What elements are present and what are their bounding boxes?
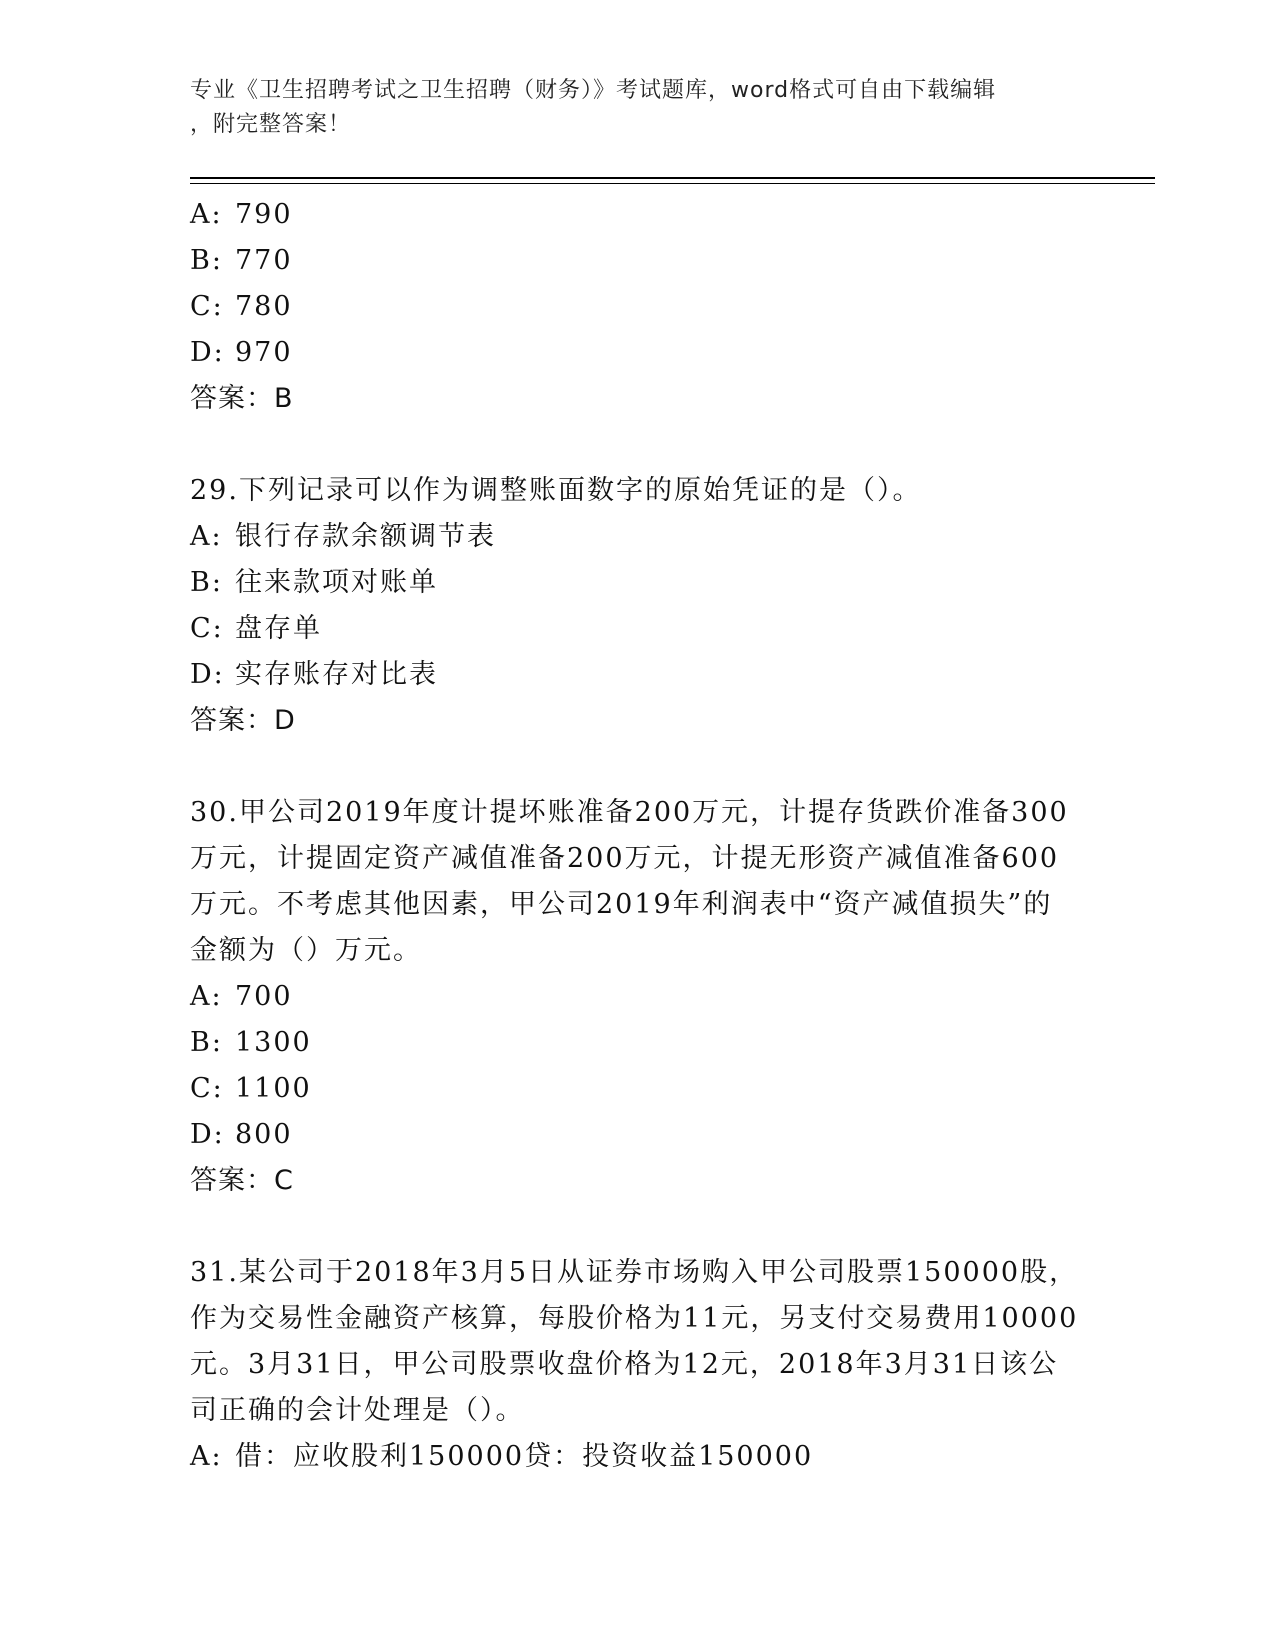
stem-line: 31.某公司于2018年3月5日从证券市场购入甲公司股票150000股， xyxy=(190,1257,1079,1288)
option-label: D: xyxy=(190,337,225,368)
option-text: 1300 xyxy=(235,1027,312,1058)
question-stem xyxy=(190,790,1070,974)
option-label: C: xyxy=(190,291,224,322)
spacer xyxy=(190,744,1090,790)
answer-line: 答案：C xyxy=(190,1165,294,1196)
option-c xyxy=(190,1066,1090,1112)
option-a xyxy=(190,974,1090,1020)
option-label: A: xyxy=(190,981,223,1012)
stem-line: 金额为（）万元。 xyxy=(190,935,422,966)
header-divider-thin xyxy=(190,183,1155,184)
option-label: B: xyxy=(190,1027,223,1058)
option-b xyxy=(190,238,1090,284)
option-d xyxy=(190,652,1090,698)
option-text: 970 xyxy=(235,337,293,368)
option-text: 借：应收股利150000贷：投资收益150000 xyxy=(235,1441,814,1472)
option-text: 780 xyxy=(235,291,293,322)
stem-line: 30.甲公司2019年度计提坏账准备200万元，计提存货跌价准备300 xyxy=(190,797,1069,828)
option-text: 770 xyxy=(235,245,293,276)
option-text: 800 xyxy=(235,1119,293,1150)
option-c xyxy=(190,606,1090,652)
answer-line: 答案：D xyxy=(190,705,296,736)
option-text: 银行存款余额调节表 xyxy=(235,521,496,552)
question-28 xyxy=(190,192,1090,422)
option-c xyxy=(190,284,1090,330)
option-text: 1100 xyxy=(235,1073,312,1104)
option-label: C: xyxy=(190,613,224,644)
option-d xyxy=(190,330,1090,376)
option-label: A: xyxy=(190,521,223,552)
option-text: 往来款项对账单 xyxy=(235,567,438,598)
option-label: A: xyxy=(190,199,223,230)
option-a xyxy=(190,192,1090,238)
spacer xyxy=(190,422,1090,468)
question-30 xyxy=(190,790,1090,1204)
option-a xyxy=(190,1434,1090,1480)
option-text: 700 xyxy=(235,981,293,1012)
option-b xyxy=(190,1020,1090,1066)
question-stem xyxy=(190,1250,1079,1434)
question-31 xyxy=(190,1250,1090,1480)
stem-line: 司正确的会计处理是（）。 xyxy=(190,1395,525,1426)
option-b xyxy=(190,560,1090,606)
spacer xyxy=(190,1204,1090,1250)
stem-line: 万元，计提固定资产减值准备200万元，计提无形资产减值准备600 xyxy=(190,843,1060,874)
header-line-2: ，附完整答案！ xyxy=(190,112,352,137)
header-divider xyxy=(190,177,1155,179)
answer-line: 答案：B xyxy=(190,383,294,414)
option-label: A: xyxy=(190,1441,223,1472)
stem-line: 万元。不考虑其他因素，甲公司2019年利润表中“资产减值损失”的 xyxy=(190,889,1053,920)
option-text: 790 xyxy=(235,199,293,230)
option-label: B: xyxy=(190,567,223,598)
document-header xyxy=(190,74,1090,142)
option-label: B: xyxy=(190,245,223,276)
option-a xyxy=(190,514,1090,560)
question-29 xyxy=(190,468,1090,744)
option-d xyxy=(190,1112,1090,1158)
option-text: 盘存单 xyxy=(235,613,322,644)
option-text: 实存账存对比表 xyxy=(235,659,438,690)
stem-line: 作为交易性金融资产核算，每股价格为11元，另支付交易费用10000 xyxy=(190,1303,1079,1334)
question-stem xyxy=(190,468,1070,514)
option-label: D: xyxy=(190,659,225,690)
header-line-1: 专业《卫生招聘考试之卫生招聘（财务）》考试题库，word格式可自由下载编辑 xyxy=(190,78,997,103)
stem-line: 元。3月31日，甲公司股票收盘价格为12元，2018年3月31日该公 xyxy=(190,1349,1059,1380)
option-label: C: xyxy=(190,1073,224,1104)
question-list xyxy=(190,192,1090,1480)
stem-line: 29.下列记录可以作为调整账面数字的原始凭证的是（）。 xyxy=(190,475,922,506)
option-label: D: xyxy=(190,1119,225,1150)
